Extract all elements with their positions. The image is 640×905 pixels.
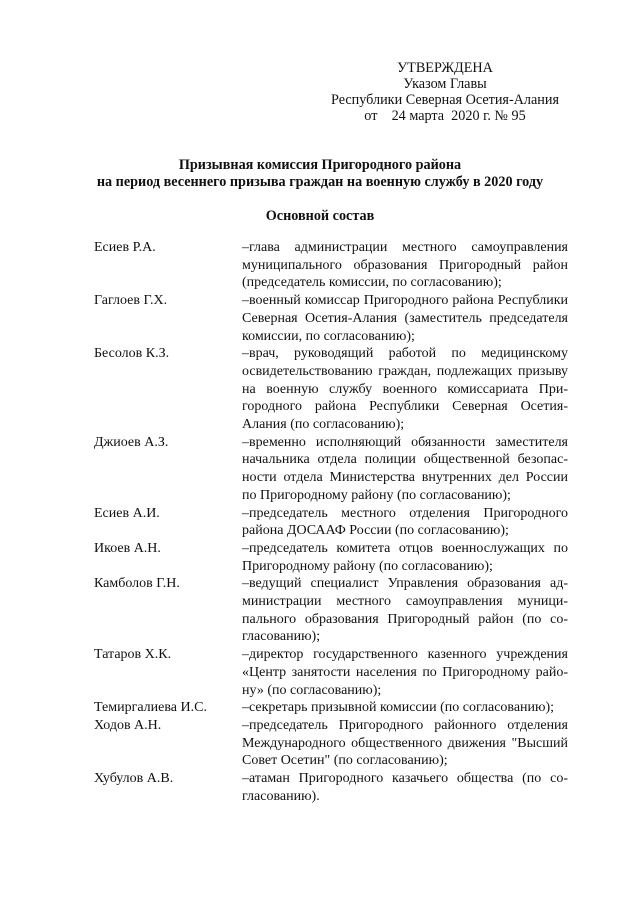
member-name: Темиргалиева И.С. bbox=[94, 700, 207, 716]
approval-status: УТВЕРЖДЕНА bbox=[397, 60, 493, 76]
approval-date: от 24 марта 2020 г. № 95 bbox=[364, 108, 526, 124]
member-row bbox=[94, 345, 568, 434]
member-role: –врач, руководящий работой по медицинскому освидетельствованию граждан, подлежащих призыву на военную службу военного комиссариата Пригородного района Республики Северная Осетия-Алания (по согласованию); bbox=[242, 346, 568, 433]
member-role: –секретарь призывной комиссии (по согласованию); bbox=[242, 700, 555, 716]
member-name: Есиев Р.А. bbox=[94, 240, 156, 255]
member-name: Ходов А.Н. bbox=[94, 717, 162, 733]
section-heading: Основной состав bbox=[265, 208, 375, 224]
member-role: –ведущий специалист Управления образования администрации местного самоуправления муниципального образования Пригородный район (по согласованию); bbox=[242, 576, 568, 645]
member-role: –военный комиссар Пригородного района Республики Северная Осетия-Алания (заместитель председателя комиссии, по согласованию); bbox=[242, 293, 568, 344]
member-role: –глава администрации местного самоуправления муниципального образования Пригородный район (председатель комиссии, по согласованию); bbox=[242, 240, 568, 291]
member-name: Татаров Х.К. bbox=[94, 647, 172, 663]
member-row bbox=[94, 699, 568, 717]
member-name: Камболов Г.Н. bbox=[94, 576, 180, 592]
member-name: Есиев А.И. bbox=[94, 505, 160, 521]
member-role: –председатель Пригородного районного отделения Международного общественного движения "Высший Совет Осетин" (по согласованию); bbox=[242, 717, 568, 769]
member-row bbox=[94, 575, 568, 646]
member-role: –председатель комитета отцов военнослужащих по Пригородному району (по согласованию); bbox=[242, 540, 568, 574]
member-name: Хубулов А.В. bbox=[94, 771, 174, 787]
approval-republic: Республики Северная Осетия-Алания bbox=[330, 92, 559, 108]
member-role: –председатель местного отделения Пригородного района ДОСААФ России (по согласованию); bbox=[242, 505, 568, 539]
member-name: Икоев А.Н. bbox=[94, 540, 161, 556]
member-name: Бесолов К.З. bbox=[94, 346, 170, 362]
document-title-line-2: на период весеннего призыва граждан на военную службу в 2020 году bbox=[96, 174, 544, 190]
member-row bbox=[94, 505, 568, 540]
approval-stamp bbox=[330, 60, 560, 124]
member-row bbox=[94, 239, 568, 292]
member-name: Гаглоев Г.Х. bbox=[94, 293, 168, 309]
member-row bbox=[94, 292, 568, 345]
member-row bbox=[94, 717, 568, 770]
member-row bbox=[94, 646, 568, 699]
approval-issuer: Указом Главы bbox=[403, 76, 487, 92]
member-row bbox=[94, 540, 568, 575]
document-title-line-1: Призывная комиссия Пригородного района bbox=[178, 157, 462, 173]
member-role: –временно исполняющий обязанности заместителя начальника отдела полиции общественной безопасности отдела Министерства внутренних дел России по Пригородному району (по согласованию); bbox=[242, 434, 568, 503]
member-name: Джиоев А.З. bbox=[94, 434, 169, 450]
members-list bbox=[94, 239, 568, 806]
member-row bbox=[94, 434, 568, 505]
member-role: –атаман Пригородного казачьего общества (по согласованию). bbox=[242, 771, 568, 804]
member-role: –директор государственного казенного учреждения «Центр занятости населения по Пригородному району» (по согласованию); bbox=[242, 647, 568, 698]
member-row bbox=[94, 770, 568, 805]
document-title bbox=[60, 157, 580, 191]
